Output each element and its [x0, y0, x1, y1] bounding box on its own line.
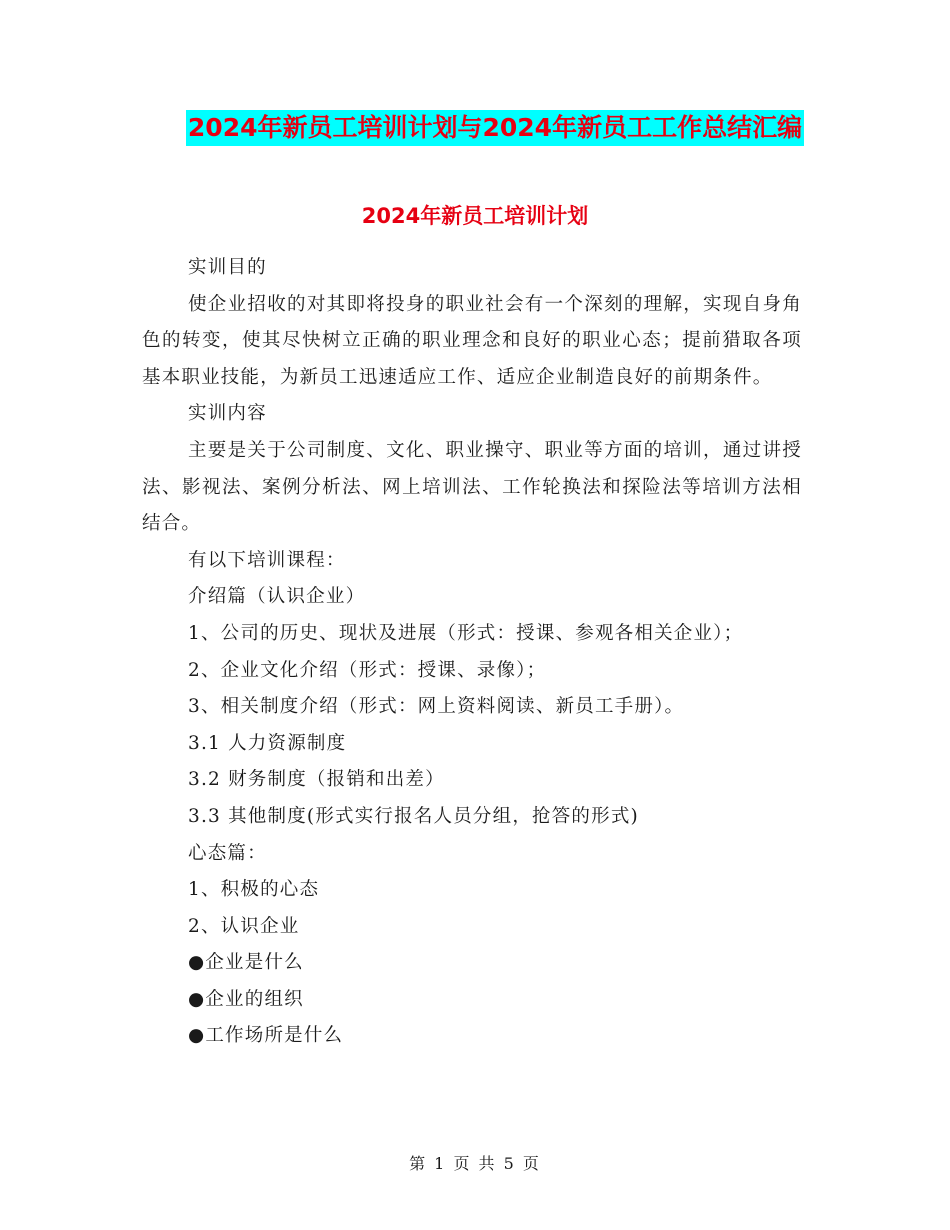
list-item: 3、相关制度介绍（形式：网上资料阅读、新员工手册）。 [188, 696, 685, 718]
bullet-item: ●企业的组织 [188, 988, 304, 1010]
list-item: 2、企业文化介绍（形式：授课、录像）； [188, 659, 547, 681]
paragraph: 心态篇： [188, 842, 267, 864]
document-body [142, 250, 802, 1055]
main-title-container [0, 110, 950, 146]
paragraph: 实训目的 [188, 257, 267, 278]
paragraph: 实训内容 [188, 403, 267, 425]
bullet-item: ●企业是什么 [188, 952, 304, 974]
list-item: 1、公司的历史、现状及进展（形式：授课、参观各相关企业）； [188, 622, 744, 644]
list-item: 1、积极的心态 [188, 879, 320, 901]
section-title: 2024年新员工培训计划 [361, 204, 589, 228]
paragraph: 使企业招收的对其即将投身的职业社会有一个深刻的理解，实现自身角色的转变，使其尽快树立正确的职业理念和良好的职业心态；提前猎取各项基本职业技能，为新员工迅速适应工作、适应企业制造良好的前期条件。 [142, 293, 802, 388]
main-title: 2024年新员工培训计划与2024年新员工工作总结汇编 [186, 110, 804, 146]
page-footer: 第 1 页 共 5 页 [409, 1154, 541, 1173]
list-item: 2、认识企业 [188, 915, 300, 937]
list-item: 3.2 财务制度（报销和出差） [188, 769, 445, 791]
paragraph: 有以下培训课程： [188, 549, 346, 571]
bullet-item: ●工作场所是什么 [188, 1025, 344, 1047]
list-item: 3.3 其他制度(形式实行报名人员分组，抢答的形式) [188, 805, 639, 827]
paragraph: 介绍篇（认识企业） [188, 586, 366, 608]
paragraph: 主要是关于公司制度、文化、职业操守、职业等方面的培训，通过讲授法、影视法、案例分析法、网上培训法、工作轮换法和探险法等培训方法相结合。 [142, 439, 802, 535]
list-item: 3.1 人力资源制度 [188, 732, 347, 754]
